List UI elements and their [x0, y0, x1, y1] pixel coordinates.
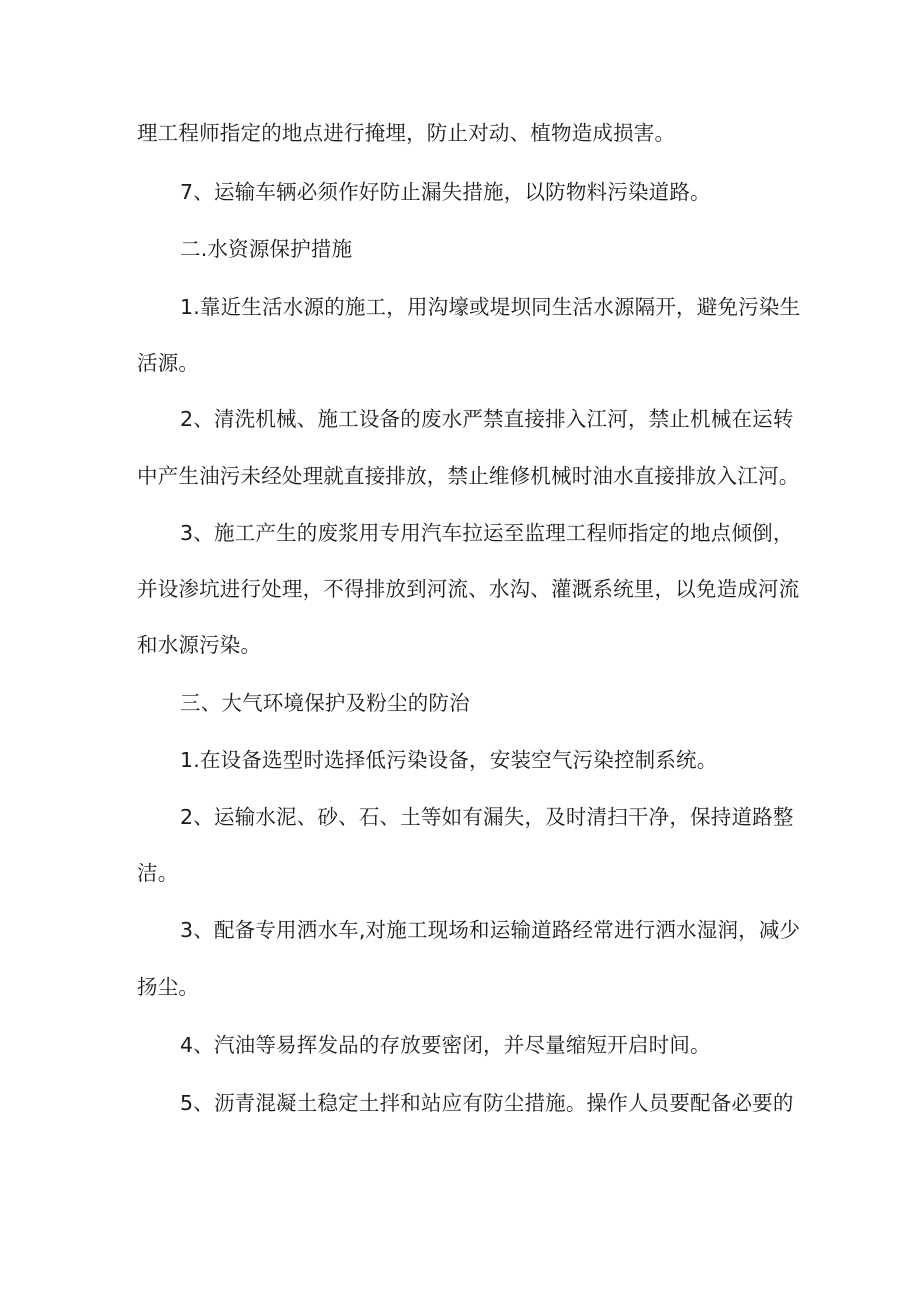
text-line: 3、配备专用洒水车,对施工现场和运输道路经常进行洒水湿润，减少	[180, 918, 801, 942]
text-line: 并设渗坑进行处理，不得排放到河流、水沟、灌溉系统里，以免造成河流	[137, 577, 800, 601]
text-line: 中产生油污未经处理就直接排放，禁止维修机械时油水直接排放入江河。	[137, 464, 800, 488]
text-line: 扬尘。	[137, 975, 200, 999]
text-line: 3、施工产生的废浆用专用汽车拉运至监理工程师指定的地点倾倒，	[180, 521, 794, 545]
section-heading: 二.水资源保护措施	[180, 237, 353, 261]
text-line: 4、汽油等易挥发品的存放要密闭，并尽量缩短开启时间。	[180, 1033, 711, 1057]
text-line: 2、清洗机械、施工设备的废水严禁直接排入江河，禁止机械在运转	[180, 407, 794, 431]
text-line: 2、运输水泥、砂、石、土等如有漏失，及时清扫干净，保持道路整	[180, 805, 794, 829]
text-line: 活源。	[137, 351, 200, 375]
text-line: 理工程师指定的地点进行掩埋，防止对动、植物造成损害。	[137, 121, 676, 145]
text-line: 5、沥青混凝土稳定土拌和站应有防尘措施。操作人员要配备必要的	[180, 1091, 794, 1115]
text-line: 1.在设备选型时选择低污染设备，安装空气污染控制系统。	[180, 748, 718, 772]
text-line: 和水源污染。	[137, 633, 262, 657]
text-line: 1.靠近生活水源的施工，用沟壕或堤坝同生活水源隔开，避免污染生	[180, 295, 801, 319]
text-line: 洁。	[137, 861, 179, 885]
text-line: 7、运输车辆必须作好防止漏失措施，以防物料污染道路。	[180, 180, 711, 204]
section-heading: 三、大气环境保护及粉尘的防治	[180, 691, 470, 715]
